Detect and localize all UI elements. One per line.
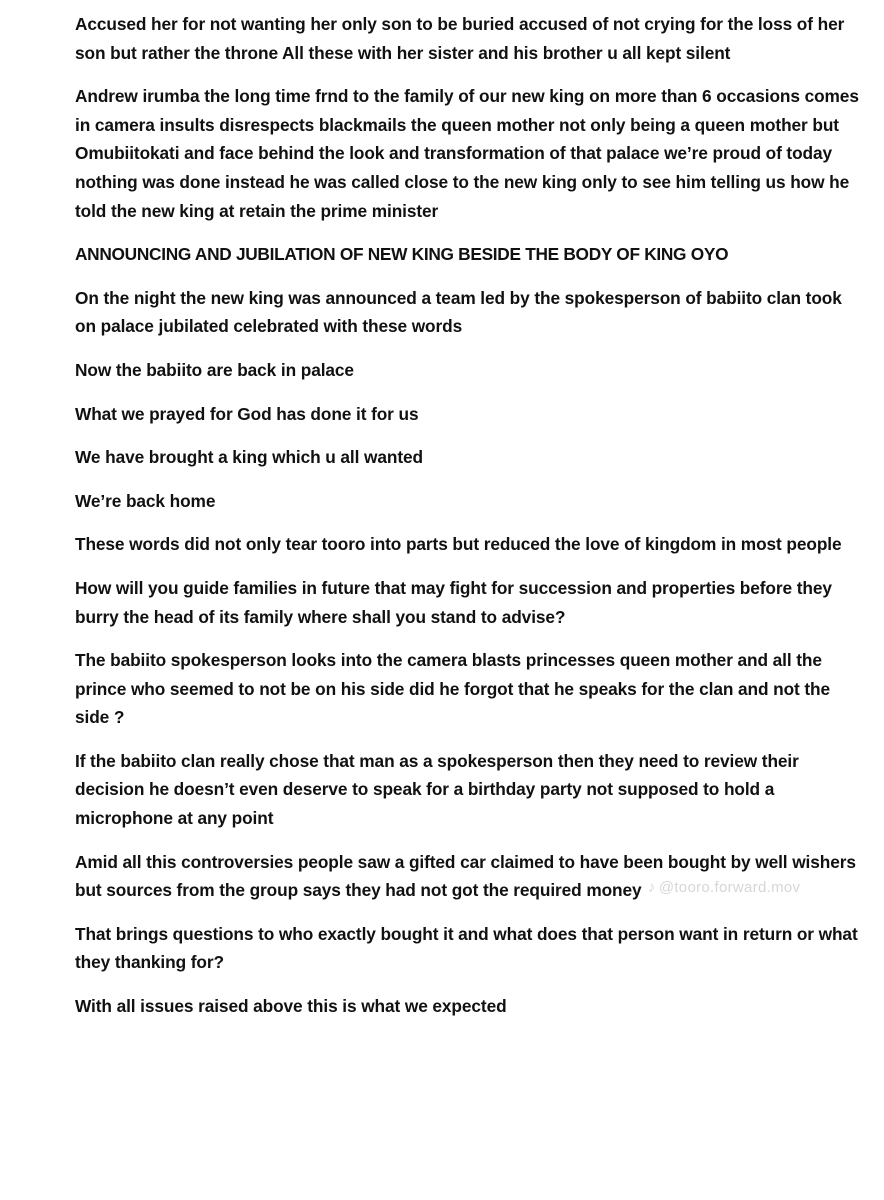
paragraph-6: What we prayed for God has done it for us [75,403,419,424]
watermark-handle: @tooro.forward.mov [658,879,801,896]
paragraph-15: With all issues raised above this is what we expected [75,996,507,1017]
paragraph-7: We have brought a king which u all wanted [75,447,423,468]
paragraph-9: These words did not only tear tooro into parts but reduced the love of kingdom in most people [75,534,842,555]
paragraph-8: We’re back home [75,490,216,511]
section-heading: ANNOUNCING AND JUBILATION OF NEW KING BESIDE THE BODY OF KING OYO [75,244,729,265]
paragraph-12: If the babiito clan really chose that man as a spokesperson then they need to review their decision he doesn’t even deserve to speak for a birthday party not supposed to hold a microphone at any point [75,750,799,829]
paragraph-11: The babiito spokesperson looks into the camera blasts princesses queen mother and all the prince who seemed to not be on his side did he forgot that he speaks for the clan and not the side ? [75,650,830,728]
paragraph-10: How will you guide families in future that may fight for succession and properties before they burry the head of its family where shall you stand to advise? [75,577,832,627]
paragraph-1: Accused her for not wanting her only son to be buried accused of not crying for the loss of her son but rather the throne All these with her sister and his brother u all kept silent [75,14,845,63]
paragraph-5: Now the babiito are back in palace [75,359,354,380]
paragraph-14: That brings questions to who exactly bought it and what does that person want in return or what they thanking for? [75,923,858,973]
paragraph-2: Andrew irumba the long time frnd to the family of our new king on more than 6 occasions comes in camera insults disrespects blackmails the queen mother not only being a queen mother but Omubiitokati and face behind the look and transformation of that palace we’re proud of today nothing was done instead he was called close to the new king only to see him telling us how he told the new king at retain the prime minister [75,86,859,221]
watermark [648,878,800,898]
tiktok-note-icon: ♪ [648,879,656,896]
paragraph-4: On the night the new king was announced a team led by the spokesperson of babiito clan took on palace jubilated celebrated with these words [75,287,842,337]
paragraph-13: Amid all this controversies people saw a gifted car claimed to have been bought by well wishers but sources from the group says they had not got the required money [75,851,856,901]
